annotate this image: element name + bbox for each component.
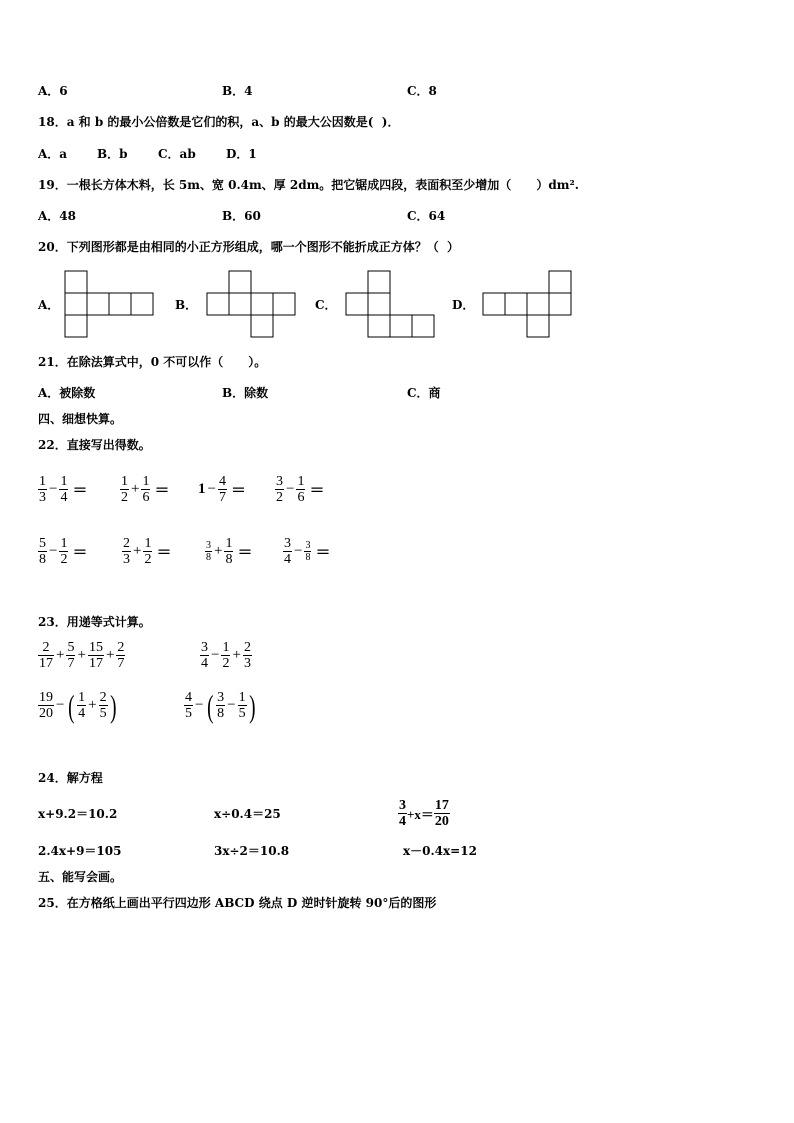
q21-option-a[interactable]: A．被除数 — [38, 386, 96, 400]
cube-net-a — [64, 270, 158, 342]
q24-equation-3: $\frac{3}{4}$ +x＝ $\frac{17}{20}$ — [399, 798, 449, 829]
q23-expr-2: $\frac{3}{4}$ − $\frac{1}{2}$ + $\frac{2}{3}$ — [201, 640, 251, 671]
q19-option-a[interactable]: A．48 — [38, 209, 77, 223]
section-5-title: 五、能写会画。 — [38, 870, 123, 884]
q22-expr-8: $\frac{3}{4}$ − $\frac{3}{8}$ ＝ — [284, 536, 331, 567]
q22-expr-1: $\frac{1}{3}$ − $\frac{1}{4}$ ＝ — [39, 474, 88, 505]
q22-text: 22．直接写出得数。 — [38, 438, 151, 452]
q22-expr-5: $\frac{5}{8}$ − $\frac{1}{2}$ ＝ — [39, 536, 88, 567]
q18-option-a[interactable]: A．a — [38, 147, 68, 161]
q19-text: 19．一根长方体木料，长 5m、宽 0.4m、厚 2dm。把它锯成四段，表面积至少增加（ ）dm². — [38, 178, 579, 192]
q24-equation-1: x+9.2＝10.2 — [38, 807, 118, 821]
q23-expr-1: $\frac{2}{17}$ + $\frac{5}{7}$ + $\frac{15}{17}$ + $\frac{2}{7}$ — [39, 640, 125, 671]
q22-expr-4: $\frac{3}{2}$ − $\frac{1}{6}$ ＝ — [276, 474, 325, 505]
cube-net-d — [482, 270, 576, 342]
q20-label-c[interactable]: C． — [315, 298, 337, 312]
q21-option-c[interactable]: C．商 — [407, 386, 441, 400]
q21-text: 21．在除法算式中，0 不可以作（ ）。 — [38, 355, 267, 369]
q24-equation-2: x÷0.4＝25 — [214, 807, 281, 821]
q17-option-b[interactable]: B．4 — [222, 84, 253, 98]
q23-text: 23．用递等式计算。 — [38, 615, 151, 629]
cube-net-b — [206, 270, 300, 342]
q24-equation-4: 2.4x+9＝105 — [38, 844, 122, 858]
q17-option-a[interactable]: A．6 — [38, 84, 68, 98]
q20-label-a[interactable]: A． — [38, 298, 60, 312]
q18-text: 18．a 和 b 的最小公倍数是它们的积，a、b 的最大公因数是( )． — [38, 115, 400, 129]
q18-option-d[interactable]: D．1 — [226, 147, 257, 161]
q19-option-c[interactable]: C．64 — [407, 209, 446, 223]
q21-option-b[interactable]: B．除数 — [222, 386, 269, 400]
q20-text: 20．下列图形都是由相同的小正方形组成，哪一个图形不能折成正方体？（ ） — [38, 240, 460, 254]
q24-text: 24．解方程 — [38, 771, 103, 785]
q22-expr-2: $\frac{1}{2}$ + $\frac{1}{6}$ ＝ — [121, 474, 170, 505]
q18-option-b[interactable]: B．b — [97, 147, 128, 161]
q23-expr-4: $\frac{4}{5}$ − ( $\frac{3}{8}$ − $\frac{1}{5}$ ) — [185, 687, 256, 724]
q22-expr-7: $\frac{3}{8}$ + $\frac{1}{8}$ ＝ — [206, 536, 253, 567]
q24-equation-6: x－0.4x=12 — [403, 844, 477, 858]
q22-expr-3: 1 − $\frac{4}{7}$ ＝ — [198, 474, 246, 505]
q17-option-c[interactable]: C．8 — [407, 84, 437, 98]
q25-text: 25．在方格纸上画出平行四边形 ABCD 绕点 D 逆时针旋转 90°后的图形 — [38, 896, 437, 910]
q24-equation-5: 3x÷2＝10.8 — [214, 844, 290, 858]
q19-option-b[interactable]: B．60 — [222, 209, 261, 223]
q18-option-c[interactable]: C．ab — [158, 147, 196, 161]
q20-label-d[interactable]: D． — [452, 298, 475, 312]
q20-label-b[interactable]: B． — [175, 298, 198, 312]
section-4-title: 四、细想快算。 — [38, 412, 123, 426]
cube-net-c — [345, 270, 439, 342]
q22-expr-6: $\frac{2}{3}$ + $\frac{1}{2}$ ＝ — [123, 536, 172, 567]
q23-expr-3: $\frac{19}{20}$ − ( $\frac{1}{4}$ + $\frac{2}{5}$ ) — [39, 687, 117, 724]
